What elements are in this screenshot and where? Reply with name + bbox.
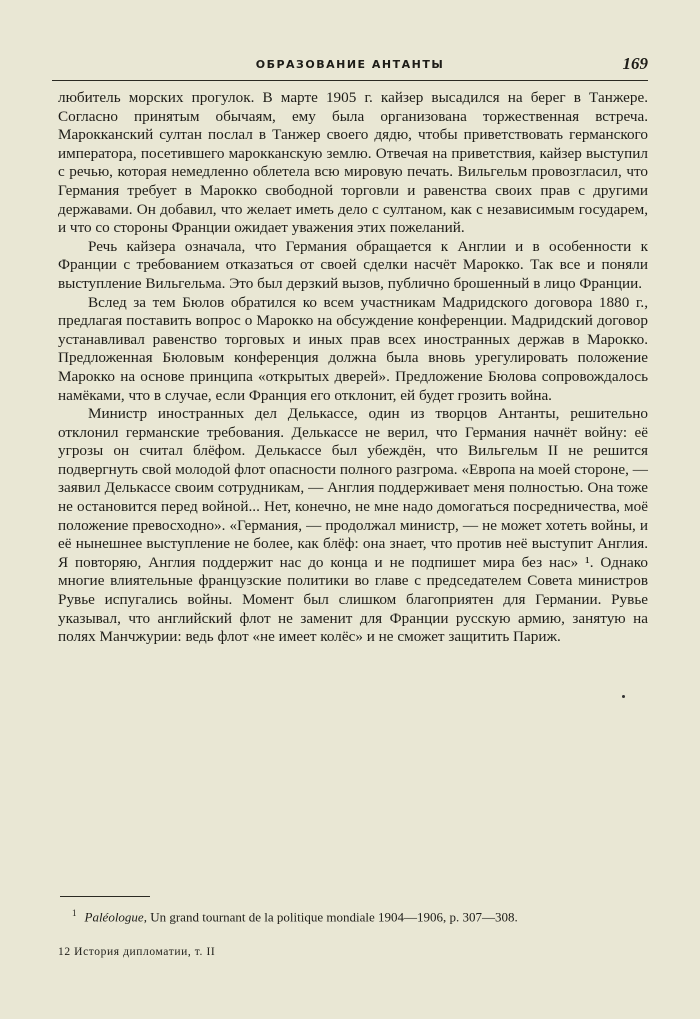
footnote-author: Paléologue, xyxy=(84,909,147,925)
paragraph: Речь кайзера означала, что Германия обращается к Англии и в особенности к Франции с требованием отказаться от своей сделки насчёт Марокко. Так все и поняли выступление Вильгельма. Это был дерзкий вызов, публично брошенный в лицо Франции. xyxy=(58,237,648,292)
running-header xyxy=(52,56,648,78)
page-number: 169 xyxy=(622,54,648,73)
margin-dot xyxy=(622,695,625,698)
footnote-rule xyxy=(60,896,150,897)
header-rule xyxy=(52,80,648,81)
body-text xyxy=(58,89,648,647)
footnote-text: Un grand tournant de la politique mondiale 1904—1906, p. 307—308. xyxy=(150,909,518,925)
paragraph: Министр иностранных дел Делькассе, один из творцов Антанты, решительно отклонил германские требования. Делькассе не верил, что Германия начнёт войну: её угрозы он считал блёфом. Делькассе был убеждён, что Вильгельм II не решится подвергнуть свой молодой флот опасности полного разгрома. «Европа на моей стороне, — заявил Делькассе своим сотрудникам, — Англия поддерживает меня полностью. Она тоже не остановится перед войной... Нет, конечно, не мне надо домогаться посредничества, моё положение превосходно». «Германия, — продолжал министр, — не может хотеть войны, и её нынешнее выступление не более, как блёф: она знает, что против неё выступит Англия. Я повторяю, Англия поддержит нас до конца и не подпишет мира без нас» ¹. Однако многие влиятельные французские политики во главе с председателем Совета министров Рувье испугались войны. Момент был слишком благоприятен для Германии. Рувье указывал, что английский флот не заменит для Франции русскую армию, занятую на полях Манчжурии: ведь флот «не имеет колёс» и не сможет защитить Париж. xyxy=(58,405,648,646)
paragraph: Вслед за тем Бюлов обратился ко всем участникам Мадридского договора 1880 г., предлагая поставить вопрос о Марокко на обсуждение конференции. Мадридский договор устанавливал равенство торговых и иных прав всех иностранных держав в Марокко. Предложенная Бюловым конференция должна была вновь урегулировать положение Марокко на основе принципа «открытых дверей». Предложение Бюлова сопровождалось намёками, что в случае, если Франция его отклонит, ей будет грозить война. xyxy=(58,293,648,404)
printer-signature: 12 История дипломатии, т. II xyxy=(58,946,216,958)
footnote xyxy=(58,905,648,925)
chapter-title: ОБРАЗОВАНИЕ АНТАНТЫ xyxy=(255,58,445,71)
paragraph: любитель морских прогулок. В марте 1905 г. кайзер высадился на берег в Танжере. Согласно принятым обычаям, ему была организована торжественная встреча. Марокканский султан послал в Танжер своего дядю, чтобы приветствовать германского императора, посетившего марокканскую землю. Отвечая на приветствия, кайзер выступил с речью, которая немедленно облетела всю мировую печать. Вильгельм провозгласил, что Германия требует в Марокко свободной торговли и равенства своих прав с другими державами. Он добавил, что желает иметь дело с султаном, как с независимым государем, и что со стороны Франции ожидает уважения этих пожеланий. xyxy=(58,89,648,237)
footnote-mark: 1 xyxy=(72,908,77,918)
